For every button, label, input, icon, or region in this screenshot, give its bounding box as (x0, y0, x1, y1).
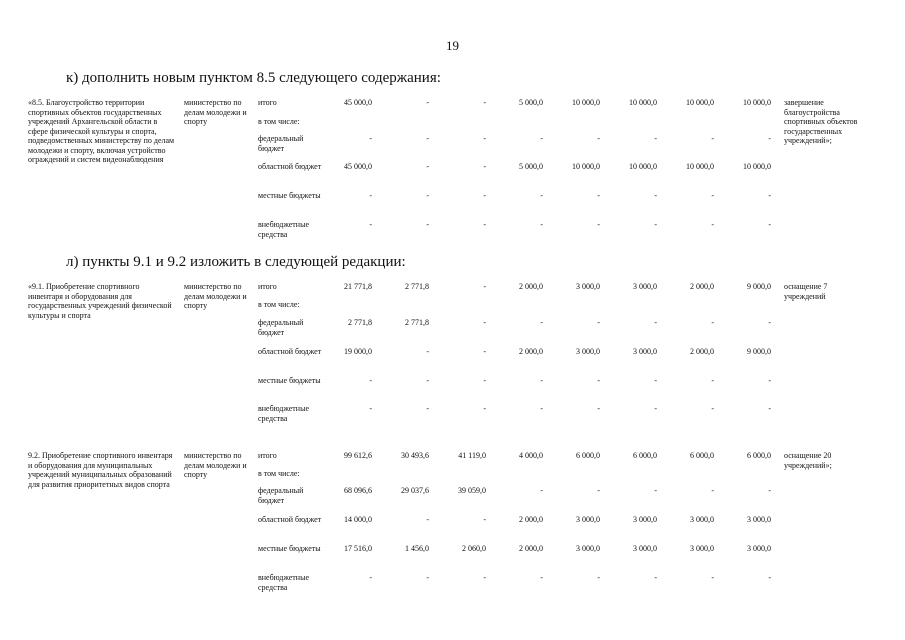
row-value: 45 000,0 (344, 98, 372, 107)
row-value: 3 000,0 (576, 515, 600, 524)
row-value: 10 000,0 (629, 162, 657, 171)
section-responsible: министерство по делам молодежи и спорту (184, 282, 247, 310)
row-value: - (369, 404, 372, 413)
row-value: - (540, 134, 543, 143)
table-row (258, 347, 788, 373)
row-label: местные бюджеты (258, 544, 321, 553)
row-value: - (711, 220, 714, 229)
section-responsible: министерство по делам молодежи и спорту (184, 451, 247, 479)
section-responsible: министерство по делам молодежи и спорту (184, 98, 247, 126)
row-value: - (768, 486, 771, 495)
row-value: 2 000,0 (690, 347, 714, 356)
row-value: - (654, 191, 657, 200)
row-value: - (654, 376, 657, 385)
row-value: 10 000,0 (629, 98, 657, 107)
row-value: - (483, 376, 486, 385)
row-value: 10 000,0 (686, 162, 714, 171)
row-value: - (426, 98, 429, 107)
row-value: 2 771,8 (348, 318, 372, 327)
row-value: - (540, 318, 543, 327)
row-value: 10 000,0 (572, 162, 600, 171)
row-value: 3 000,0 (690, 544, 714, 553)
row-value: 30 493,6 (401, 451, 429, 460)
row-value: 2 000,0 (519, 515, 543, 524)
row-value: 2 771,8 (405, 282, 429, 291)
row-label: областной бюджет (258, 162, 322, 171)
row-value: - (711, 318, 714, 327)
row-value: - (597, 134, 600, 143)
row-label: итого (258, 282, 277, 291)
row-value: 3 000,0 (576, 347, 600, 356)
section-description: «8.5. Благоустройство территории спортивных объектов государственных учреждений Архангельской области в сфере физической культуры и спорта, подведомственных министерству по делам молодежи и спорту, включая устройство ограждений и систем видеонаблюдения (28, 98, 175, 164)
row-value: - (597, 220, 600, 229)
row-label: в том числе: (258, 117, 300, 126)
table-row (258, 404, 788, 430)
row-value: 3 000,0 (576, 544, 600, 553)
row-value: - (426, 162, 429, 171)
row-value: 17 516,0 (344, 544, 372, 553)
row-value: - (483, 162, 486, 171)
row-value: - (540, 573, 543, 582)
row-value: - (654, 318, 657, 327)
row-label: итого (258, 98, 277, 107)
row-value: 3 000,0 (633, 282, 657, 291)
table-row (258, 162, 788, 188)
row-value: 19 000,0 (344, 347, 372, 356)
row-value: - (711, 134, 714, 143)
row-label: в том числе: (258, 469, 300, 478)
row-label: итого (258, 451, 277, 460)
row-label: областной бюджет (258, 347, 322, 356)
row-value: 2 000,0 (519, 347, 543, 356)
row-value: 3 000,0 (690, 515, 714, 524)
row-value: - (654, 220, 657, 229)
table-row (258, 515, 788, 541)
row-value: 10 000,0 (686, 98, 714, 107)
row-value: 9 000,0 (747, 282, 771, 291)
row-value: - (483, 191, 486, 200)
row-value: - (369, 220, 372, 229)
row-value: - (426, 573, 429, 582)
section-9-2 (28, 451, 888, 599)
page-number: 19 (446, 38, 459, 53)
row-value: - (597, 486, 600, 495)
row-value: - (768, 134, 771, 143)
table-row (258, 191, 788, 217)
row-value: 41 119,0 (458, 451, 486, 460)
table-row (258, 486, 788, 512)
row-value: - (768, 404, 771, 413)
section-result: оснащение 20 учреждений»; (784, 451, 832, 470)
row-label: федеральный бюджет (258, 134, 304, 153)
row-value: - (597, 404, 600, 413)
row-label: в том числе: (258, 300, 300, 309)
row-value: - (768, 318, 771, 327)
row-value: - (711, 404, 714, 413)
row-value: - (426, 134, 429, 143)
row-value: - (654, 486, 657, 495)
row-value: 39 059,0 (458, 486, 486, 495)
section-result: завершение благоустройства спортивных объектов государственных учреждений»; (784, 98, 858, 145)
row-value: - (711, 191, 714, 200)
row-value: 1 456,0 (405, 544, 429, 553)
row-value: 2 000,0 (519, 544, 543, 553)
section-9-1 (28, 282, 888, 430)
row-value: 4 000,0 (519, 451, 543, 460)
row-value: - (540, 376, 543, 385)
table-row (258, 134, 788, 160)
row-value: - (483, 220, 486, 229)
row-value: - (483, 318, 486, 327)
row-value: - (426, 347, 429, 356)
row-value: 2 000,0 (519, 282, 543, 291)
row-value: - (597, 318, 600, 327)
row-value: - (597, 191, 600, 200)
row-value: 3 000,0 (633, 515, 657, 524)
row-value: - (483, 282, 486, 291)
row-value: - (768, 191, 771, 200)
row-value: 2 060,0 (462, 544, 486, 553)
row-value: 6 000,0 (576, 451, 600, 460)
table-row (258, 318, 788, 344)
row-value: 10 000,0 (743, 98, 771, 107)
row-value: 2 000,0 (690, 282, 714, 291)
row-value: - (483, 573, 486, 582)
row-value: 6 000,0 (633, 451, 657, 460)
row-value: - (711, 376, 714, 385)
row-value: 45 000,0 (344, 162, 372, 171)
row-value: - (768, 376, 771, 385)
row-value: 3 000,0 (576, 282, 600, 291)
row-value: - (711, 573, 714, 582)
row-value: - (369, 573, 372, 582)
row-value: - (426, 404, 429, 413)
row-label: федеральный бюджет (258, 486, 304, 505)
row-value: - (540, 191, 543, 200)
row-value: 21 771,8 (344, 282, 372, 291)
row-value: 6 000,0 (690, 451, 714, 460)
row-value: - (768, 220, 771, 229)
row-value: - (711, 486, 714, 495)
row-value: - (597, 376, 600, 385)
row-value: 5 000,0 (519, 98, 543, 107)
table-row (258, 573, 788, 599)
row-value: 2 771,8 (405, 318, 429, 327)
row-value: 29 037,6 (401, 486, 429, 495)
row-value: - (483, 347, 486, 356)
section-description: «9.1. Приобретение спортивного инвентаря и оборудования для государственных учреждений физической культуры и спорта (28, 282, 172, 320)
row-value: - (483, 515, 486, 524)
row-value: - (540, 220, 543, 229)
row-value: - (654, 134, 657, 143)
row-value: 6 000,0 (747, 451, 771, 460)
row-value: 68 096,6 (344, 486, 372, 495)
row-value: - (540, 404, 543, 413)
row-value: 14 000,0 (344, 515, 372, 524)
table-row (258, 220, 788, 246)
table-row (258, 376, 788, 402)
row-value: - (426, 515, 429, 524)
row-value: - (540, 486, 543, 495)
heading-l: л) пункты 9.1 и 9.2 изложить в следующей редакции: (66, 254, 406, 270)
row-value: - (483, 404, 486, 413)
row-value: - (654, 404, 657, 413)
row-label: местные бюджеты (258, 191, 321, 200)
row-value: - (426, 220, 429, 229)
row-value: - (654, 573, 657, 582)
row-label: внебюджетные средства (258, 220, 309, 239)
row-value: - (369, 134, 372, 143)
row-label: областной бюджет (258, 515, 322, 524)
row-label: внебюджетные средства (258, 573, 309, 592)
row-label: внебюджетные средства (258, 404, 309, 423)
section-description: 9.2. Приобретение спортивного инвентаря и оборудования для муниципальных учреждений муниципальных образований для развития приоритетных видов спорта (28, 451, 173, 489)
heading-k: к) дополнить новым пунктом 8.5 следующего содержания: (66, 70, 441, 86)
row-value: 3 000,0 (747, 515, 771, 524)
row-value: - (369, 376, 372, 385)
row-value: - (426, 376, 429, 385)
row-value: - (483, 134, 486, 143)
row-label: федеральный бюджет (258, 318, 304, 337)
row-value: - (483, 98, 486, 107)
row-value: 3 000,0 (633, 347, 657, 356)
section-8-5 (28, 98, 888, 246)
section-result: оснащение 7 учреждений (784, 282, 828, 301)
row-value: 5 000,0 (519, 162, 543, 171)
row-value: 9 000,0 (747, 347, 771, 356)
table-row (258, 544, 788, 570)
row-value: 3 000,0 (747, 544, 771, 553)
row-value: - (768, 573, 771, 582)
row-value: - (597, 573, 600, 582)
row-value: 99 612,6 (344, 451, 372, 460)
row-value: 3 000,0 (633, 544, 657, 553)
row-label: местные бюджеты (258, 376, 321, 385)
row-value: 10 000,0 (572, 98, 600, 107)
row-value: 10 000,0 (743, 162, 771, 171)
row-value: - (426, 191, 429, 200)
row-value: - (369, 191, 372, 200)
